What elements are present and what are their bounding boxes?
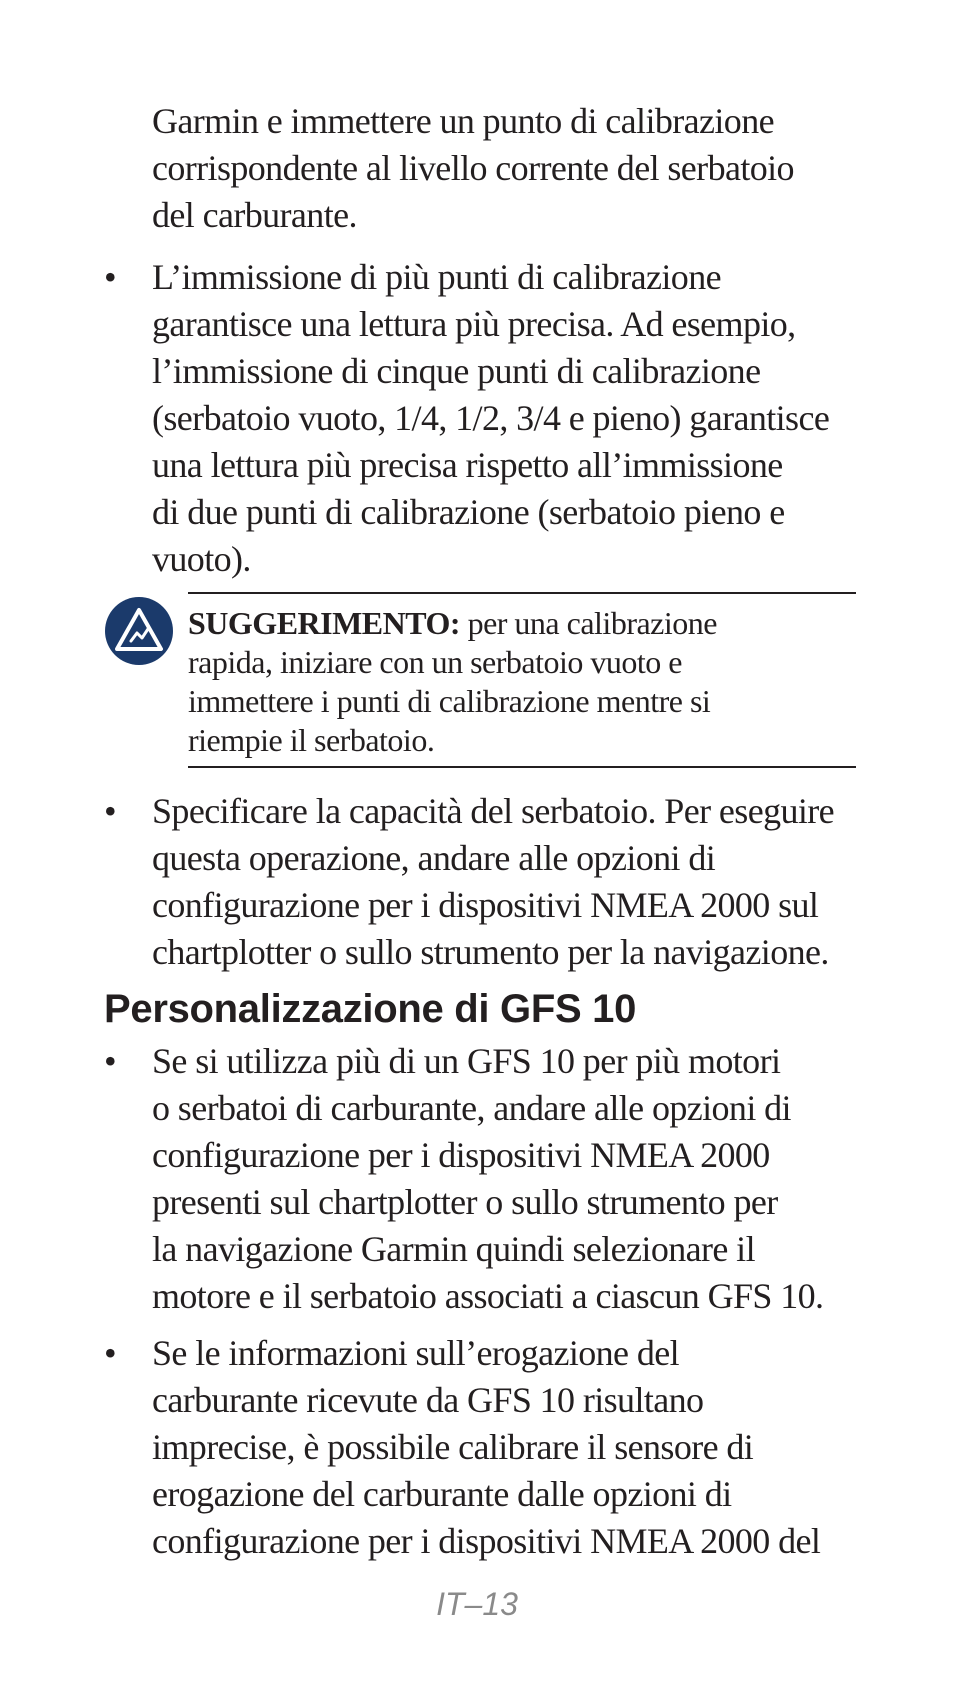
text-line: configurazione per i dispositivi NMEA 2000 sul xyxy=(152,885,819,925)
list-item-text xyxy=(152,788,952,976)
text-line: erogazione del carburante dalle opzioni di xyxy=(152,1474,732,1514)
bullet-marker: • xyxy=(104,1333,117,1373)
tip-text xyxy=(188,604,868,760)
bullet-marker: • xyxy=(104,257,117,297)
text-line: di due punti di calibrazione (serbatoio pieno e xyxy=(152,492,785,532)
text-line: Se le informazioni sull’erogazione del xyxy=(152,1333,680,1373)
text-line: motore e il serbatoio associati a ciascun GFS 10. xyxy=(152,1276,824,1316)
text-line: una lettura più precisa rispetto all’immissione xyxy=(152,445,783,485)
text-line: Specificare la capacità del serbatoio. Per eseguire xyxy=(152,791,835,831)
list-item-text xyxy=(152,1038,952,1320)
text-line: la navigazione Garmin quindi selezionare il xyxy=(152,1229,755,1269)
tip-top-rule xyxy=(188,592,856,594)
text-line: chartplotter o sullo strumento per la navigazione. xyxy=(152,932,829,972)
text-line: del carburante. xyxy=(152,195,357,235)
tip-box xyxy=(104,592,924,772)
text-line: vuoto). xyxy=(152,539,251,579)
text-line: L’immissione di più punti di calibrazione xyxy=(152,257,721,297)
text-line: rapida, iniziare con un serbatoio vuoto e xyxy=(188,644,682,680)
text-line: o serbatoi di carburante, andare alle opzioni di xyxy=(152,1088,791,1128)
text-line: configurazione per i dispositivi NMEA 2000 del xyxy=(152,1521,821,1561)
text-line: questa operazione, andare alle opzioni di xyxy=(152,838,716,878)
list-item-text xyxy=(152,254,952,583)
text-line: corrispondente al livello corrente del serbatoio xyxy=(152,148,794,188)
list-item-text xyxy=(152,1330,952,1565)
text-line: Se si utilizza più di un GFS 10 per più motori xyxy=(152,1041,781,1081)
bullet-marker: • xyxy=(104,791,117,831)
intro-paragraph xyxy=(152,98,912,239)
text-line: (serbatoio vuoto, 1/4, 1/2, 3/4 e pieno) garantisce xyxy=(152,398,830,438)
text-line: Garmin e immettere un punto di calibrazione xyxy=(152,101,774,141)
garmin-triangle-icon xyxy=(104,596,174,666)
section-heading: Personalizzazione di GFS 10 xyxy=(104,987,637,1031)
text-line xyxy=(188,604,868,643)
text-line: immettere i punti di calibrazione mentre si xyxy=(188,683,711,719)
text-line: configurazione per i dispositivi NMEA 2000 xyxy=(152,1135,770,1175)
tip-bottom-rule xyxy=(188,766,856,768)
text-line: carburante ricevute da GFS 10 risultano xyxy=(152,1380,704,1420)
text-line: garantisce una lettura più precisa. Ad esempio, xyxy=(152,304,796,344)
text-line: riempie il serbatoio. xyxy=(188,722,435,758)
tip-label: SUGGERIMENTO: xyxy=(188,605,461,641)
bullet-marker: • xyxy=(104,1041,117,1081)
text-line: l’immissione di cinque punti di calibrazione xyxy=(152,351,761,391)
tip-first-line: per una calibrazione xyxy=(460,605,717,641)
page-number: IT–13 xyxy=(436,1586,518,1622)
text-line: imprecise, è possibile calibrare il sensore di xyxy=(152,1427,754,1467)
text-line: presenti sul chartplotter o sullo strumento per xyxy=(152,1182,778,1222)
